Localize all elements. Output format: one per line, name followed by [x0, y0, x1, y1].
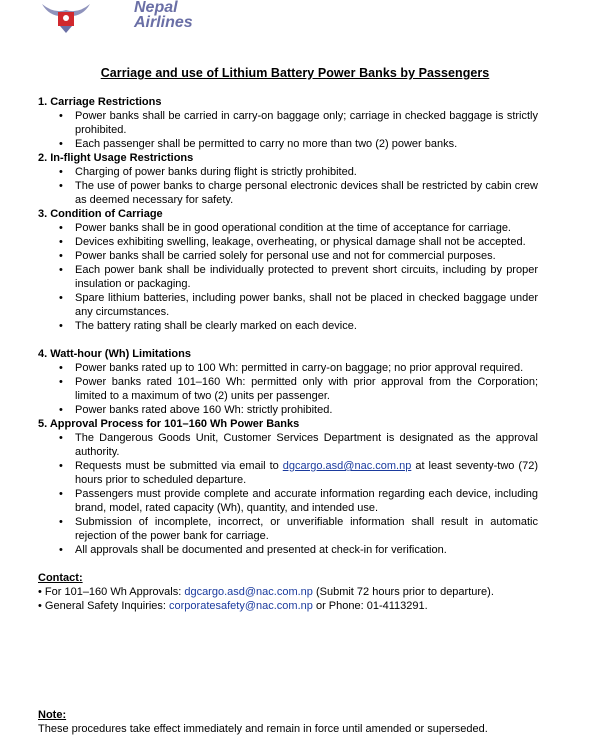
approvals-email-link[interactable]: dgcargo.asd@nac.com.np: [184, 586, 313, 598]
contact-approvals-suffix: (Submit 72 hours prior to departure).: [312, 586, 494, 598]
brand-name-line2: Airlines: [134, 14, 193, 31]
section-condition-of-carriage: [38, 207, 538, 333]
section-carriage-restrictions: [38, 95, 538, 151]
contact-heading: Contact:: [38, 572, 83, 584]
note-heading: Note:: [38, 709, 67, 721]
contact-safety-line: [38, 599, 538, 613]
section-heading: 5. Approval Process for 101–160 Wh Power Banks: [38, 418, 300, 430]
list-item: • The battery rating shall be clearly marked on each device.: [38, 319, 538, 333]
list-item: • Power banks shall be carried solely for personal use and not for commercial purposes.: [38, 249, 538, 263]
list-item: • All approvals shall be documented and presented at check-in for verification.: [38, 543, 538, 557]
list-item: • Each passenger shall be permitted to carry no more than two (2) power banks.: [38, 137, 538, 151]
section-heading: 2. In-flight Usage Restrictions: [38, 152, 194, 164]
list-item: • Power banks rated above 160 Wh: strictly prohibited.: [38, 403, 538, 417]
section-heading: 3. Condition of Carriage: [38, 208, 163, 220]
note-text: These procedures take effect immediately and remain in force until amended or superseded.: [38, 723, 488, 735]
list-item: • Each power bank shall be individually protected to prevent short circuits, including by proper insulation or packaging.: [38, 263, 538, 291]
section-inflight-usage: [38, 151, 538, 207]
section-heading: 1. Carriage Restrictions: [38, 96, 162, 108]
list-item: • Power banks rated up to 100 Wh: permitted in carry-on baggage; no prior approval required.: [38, 361, 538, 375]
section-watt-hour-limitations: [38, 347, 538, 417]
contact-safety-suffix: or Phone: 01-4113291.: [312, 600, 428, 612]
request-text: Requests must be submitted via email to: [75, 460, 283, 472]
contact-approvals-line: [38, 585, 538, 599]
request-tail-text: at least seventy-two (72) hours prior to scheduled departure.: [75, 460, 538, 486]
section-approval-process: [38, 417, 538, 557]
contact-section: [38, 571, 538, 613]
contact-safety-label: • General Safety Inquiries:: [38, 600, 170, 612]
safety-email-link[interactable]: corporatesafety@nac.com.np: [169, 600, 313, 612]
list-item: [38, 459, 538, 487]
list-item: • Charging of power banks during flight is strictly prohibited.: [38, 165, 538, 179]
document-title: Carriage and use of Lithium Battery Power Banks by Passengers: [100, 66, 490, 80]
list-item: • Power banks shall be carried in carry-on baggage only; carriage in checked baggage is strictly prohibited.: [38, 109, 538, 137]
list-item: • Devices exhibiting swelling, leakage, overheating, or physical damage shall not be accepted.: [38, 235, 538, 249]
list-item: • Power banks rated 101–160 Wh: permitted only with prior approval from the Corporation; limited to a maximum of two (2) units per passenger.: [38, 375, 538, 403]
list-item: • Spare lithium batteries, including power banks, shall not be placed in checked baggage under any circumstances.: [38, 291, 538, 319]
brand-name-line1: Nepal: [134, 0, 178, 16]
list-item: • Submission of incomplete, incorrect, or unverifiable information shall result in automatic rejection of the power bank for carriage.: [38, 515, 538, 543]
contact-approvals-label: • For 101–160 Wh Approvals:: [38, 586, 185, 598]
logo-emblem-icon: [40, 0, 92, 34]
request-email-link[interactable]: dgcargo.asd@nac.com.np: [282, 460, 412, 472]
note-section: [38, 708, 548, 736]
list-item: • Power banks shall be in good operational condition at the time of acceptance for carriage.: [38, 221, 538, 235]
list-item: • The Dangerous Goods Unit, Customer Services Department is designated as the approval authority.: [38, 431, 538, 459]
nepal-airlines-logo: [40, 0, 193, 36]
document-body: [38, 95, 538, 613]
list-item: • The use of power banks to charge personal electronic devices shall be restricted by cabin crew as deemed necessary for safety.: [38, 179, 538, 207]
section-heading: 4. Watt-hour (Wh) Limitations: [38, 348, 191, 360]
list-item: • Passengers must provide complete and accurate information regarding each device, including brand, model, rated capacity (Wh), quantity, and intended use.: [38, 487, 538, 515]
